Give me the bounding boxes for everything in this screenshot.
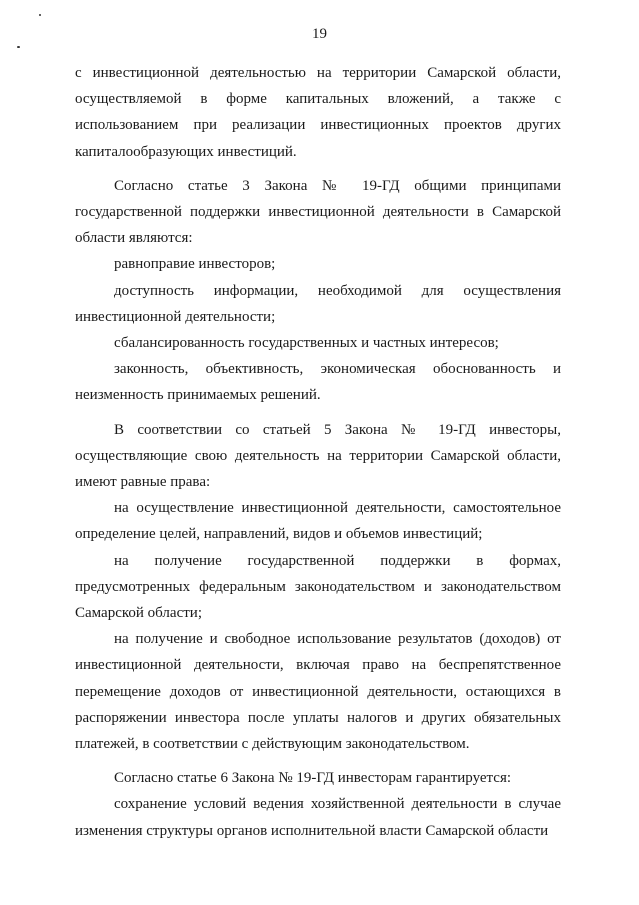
paragraph: на осуществление инвестиционной деятельности, самостоятельное определение целей, направлений, видов и объемов инвестиций;: [75, 500, 561, 543]
paragraph: на получение государственной поддержки в формах, предусмотренных федеральным законодательством и законодательством Самарской области;: [75, 552, 561, 622]
paragraph: сбалансированность государственных и частных интересов;: [114, 335, 499, 352]
paragraph: В соответствии со статьей 5 Закона № 19-ГД инвесторы, осуществляющие свою деятельность на территории Самарской области, имеют равные права:: [75, 421, 561, 491]
paragraph: Согласно статье 3 Закона № 19-ГД общими принципами государственной поддержки инвестиционной деятельности в Самарской области являются:: [75, 177, 561, 247]
paragraph: Согласно статье 6 Закона № 19-ГД инвесторам гарантируется:: [114, 770, 512, 787]
page-number: 19: [312, 26, 327, 42]
paragraph: равноправие инвесторов;: [114, 256, 276, 273]
document-body: [75, 60, 561, 844]
scan-speck: [17, 46, 20, 48]
paragraph: с инвестиционной деятельностью на территории Самарской области, осуществляемой в форме капитальных вложений, а также с использованием при реализации инвестиционных проектов других капиталообразующих инвестиций.: [75, 65, 561, 160]
paragraph: доступность информации, необходимой для осуществления инвестиционной деятельности;: [75, 282, 561, 325]
paragraph: сохранение условий ведения хозяйственной деятельности в случае изменения структуры органов исполнительной власти Самарской области: [75, 796, 561, 839]
scan-speck: [39, 14, 41, 16]
paragraph: на получение и свободное использование результатов (доходов) от инвестиционной деятельности, включая право на беспрепятственное перемещение доходов от инвестиционной деятельности, остающихся в распоряжении инвестора после уплаты налогов и других обязательных платежей, в соответствии с действующим законодательством.: [75, 631, 561, 753]
paragraph: законность, объективность, экономическая обоснованность и неизменность принимаемых решений.: [75, 361, 561, 404]
